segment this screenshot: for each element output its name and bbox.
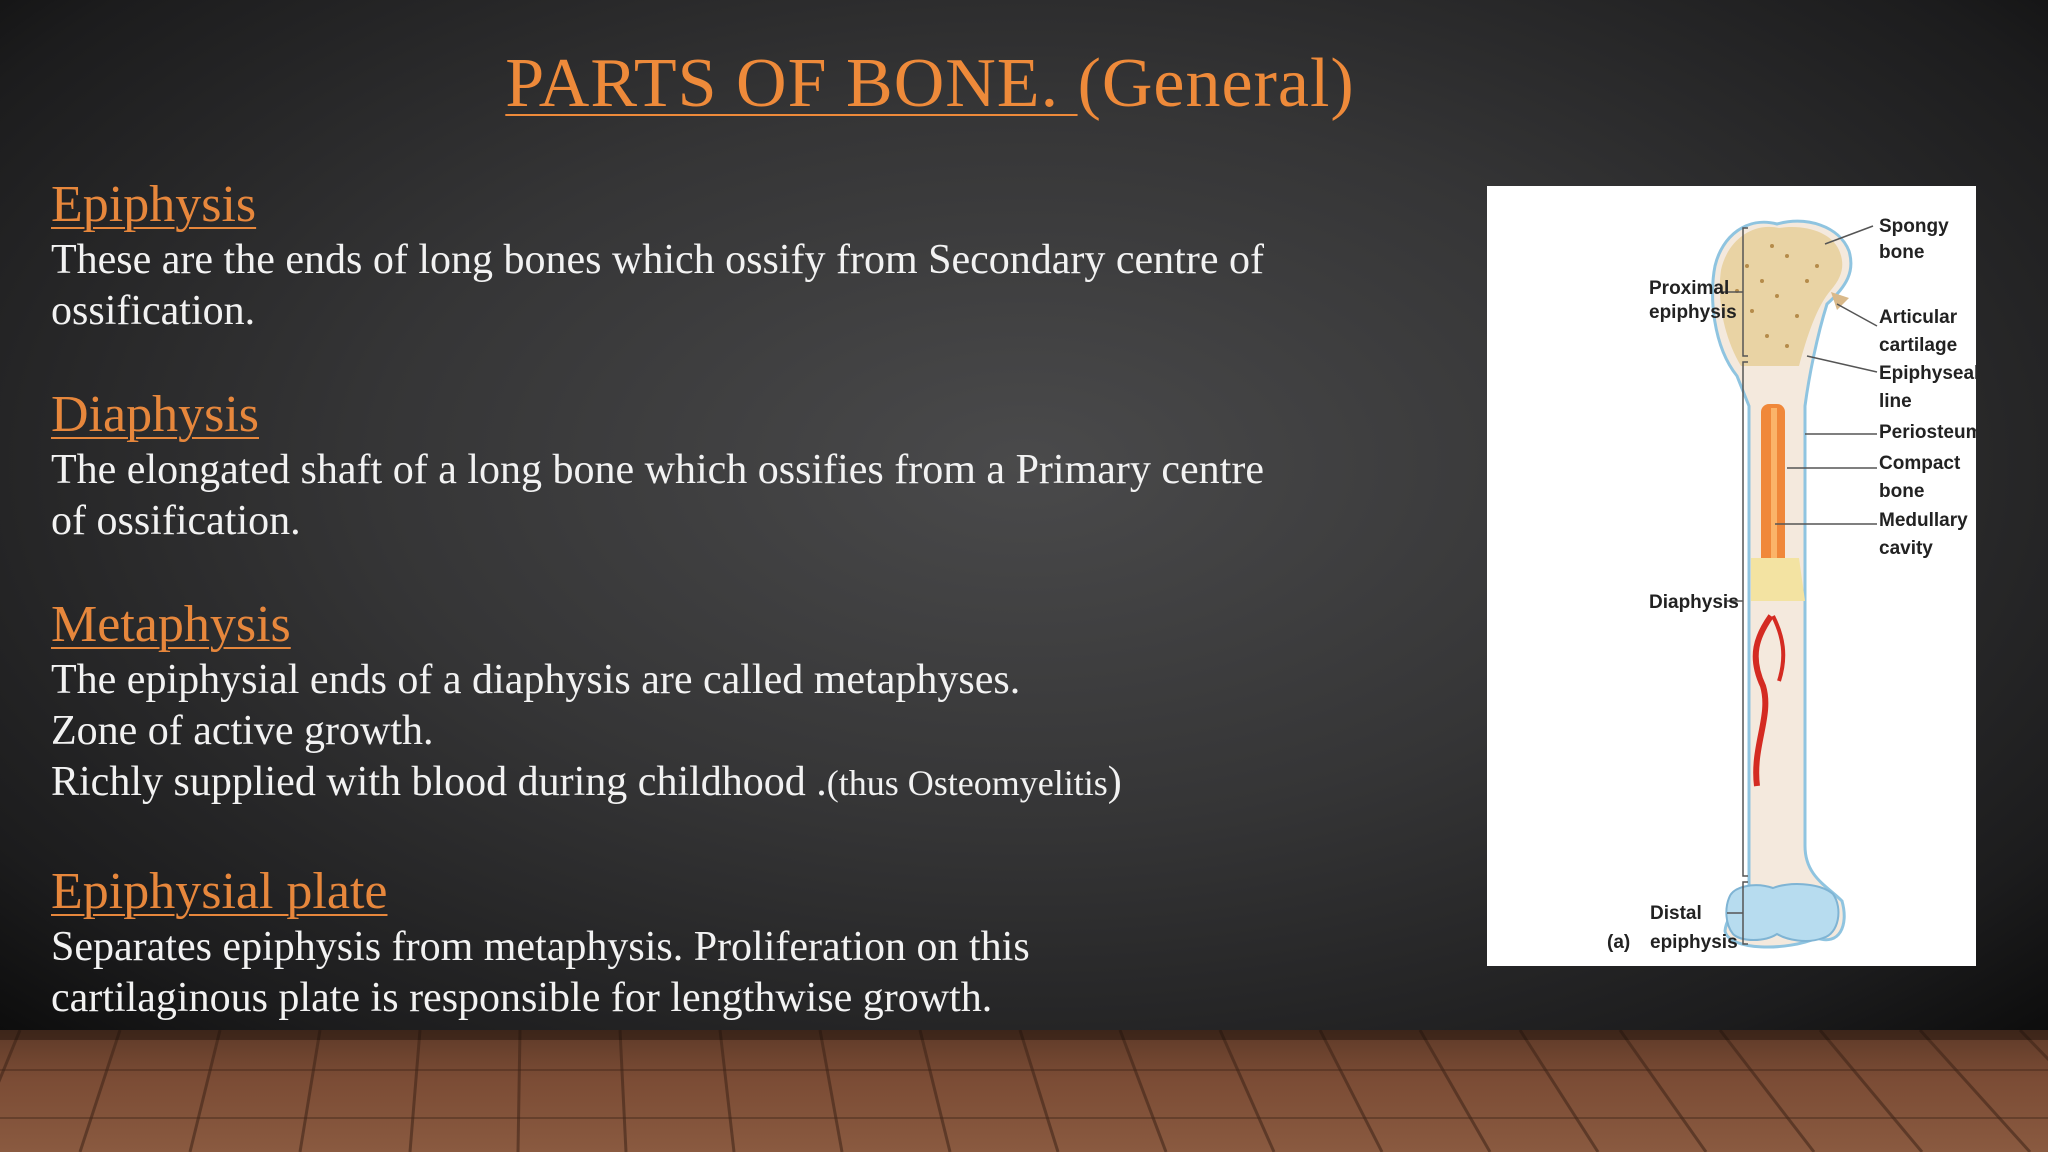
heading-epiphysial-plate: Epiphysial plate	[51, 863, 388, 920]
label-distal-1: Distal	[1650, 903, 1702, 924]
label-proximal-1: Proximal	[1649, 278, 1730, 299]
label-medullary-2: cavity	[1879, 538, 1933, 559]
bone-illustration	[1713, 221, 1851, 947]
heading-epiphysis: Epiphysis	[51, 176, 257, 233]
diaphysis-line-2: of ossification.	[51, 498, 301, 544]
label-compact-2: bone	[1879, 481, 1925, 502]
label-spongy-1: Spongy	[1879, 216, 1949, 237]
label-distal-2: epiphysis	[1650, 932, 1738, 953]
plate-line-1: Separates epiphysis from metaphysis. Proliferation on this	[51, 924, 1030, 970]
label-epiphyseal-2: line	[1879, 391, 1912, 412]
metaphysis-line-2: Zone of active growth.	[51, 708, 434, 754]
title-sub: (General)	[1077, 45, 1355, 122]
label-spongy-2: bone	[1879, 242, 1925, 263]
plate-line-2: cartilaginous plate is responsible for lengthwise growth.	[51, 975, 993, 1021]
wood-floor	[0, 1030, 2048, 1152]
title-main: PARTS OF BONE.	[505, 45, 1078, 122]
label-epiphyseal-1: Epiphyseal	[1879, 363, 1976, 384]
metaphysis-line-3	[51, 758, 1122, 806]
metaphysis-line-3-close: )	[1107, 759, 1122, 805]
slide-title	[0, 44, 1860, 124]
label-panel: (a)	[1607, 932, 1631, 953]
label-medullary-1: Medullary	[1879, 510, 1968, 531]
label-articular-1: Articular	[1879, 307, 1958, 328]
label-proximal-2: epiphysis	[1649, 302, 1737, 323]
label-articular-2: cartilage	[1879, 335, 1958, 356]
label-diaphysis: Diaphysis	[1649, 592, 1739, 613]
metaphysis-line-1: The epiphysial ends of a diaphysis are called metaphyses.	[51, 657, 1021, 703]
bone-diagram-svg	[1487, 186, 1976, 966]
heading-diaphysis: Diaphysis	[51, 386, 259, 443]
bone-diagram	[1487, 186, 1976, 966]
epiphysis-line-1: These are the ends of long bones which ossify from Secondary centre of	[51, 237, 1264, 283]
metaphysis-line-3-aside: (thus Osteomyelitis	[826, 763, 1108, 803]
diaphysis-line-1: The elongated shaft of a long bone which ossifies from a Primary centre	[51, 447, 1264, 493]
metaphysis-line-3-main: Richly supplied with blood during childhood .	[51, 759, 827, 805]
label-compact-1: Compact	[1879, 453, 1961, 474]
label-periosteum: Periosteum	[1879, 422, 1976, 443]
heading-metaphysis: Metaphysis	[51, 596, 291, 653]
epiphysis-line-2: ossification.	[51, 288, 256, 334]
